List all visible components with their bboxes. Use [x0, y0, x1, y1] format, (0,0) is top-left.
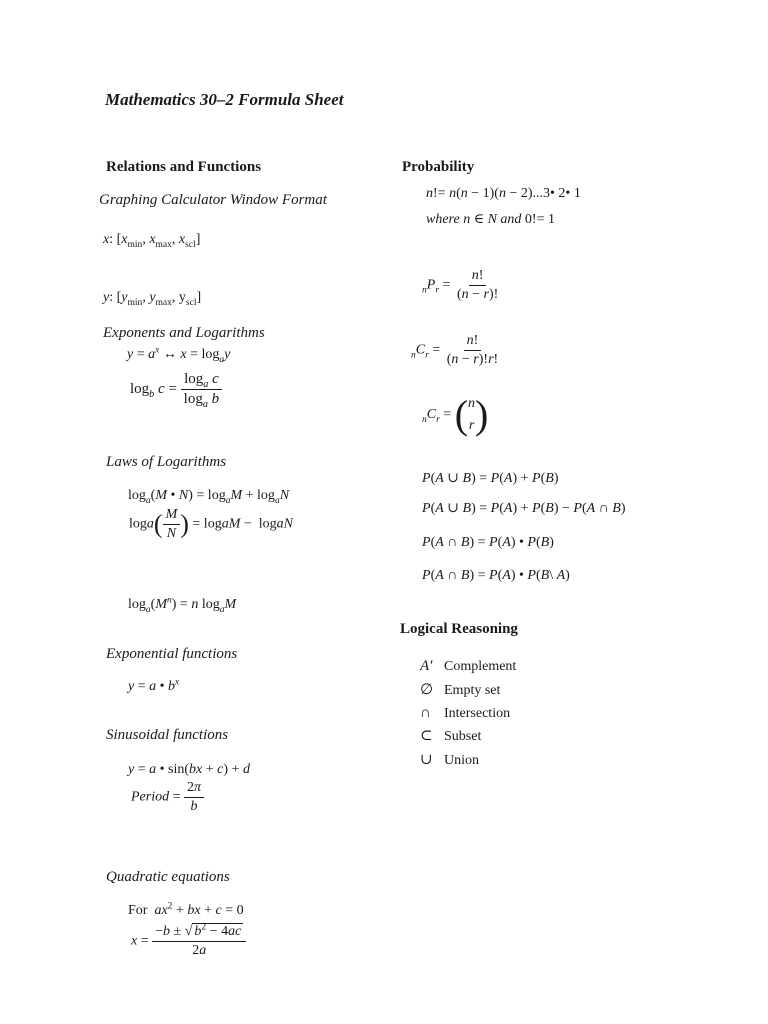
quad-heading: Quadratic equations	[106, 869, 230, 885]
intersection-independent: P(A ∩ B) = P(A) • P(B)	[422, 535, 554, 550]
calc-window-heading: Graphing Calculator Window Format	[99, 192, 327, 208]
permutation-formula: $_nP_r$ = $\frac{n!}{(n - r)!}$	[422, 268, 499, 302]
exponential-function: y = a • $b^x$	[128, 677, 180, 694]
change-of-base-formula: $\log_b c$ = $\frac{\log_a c}{\log_a b}$	[130, 371, 222, 408]
quadratic-equation: For $ax^2$ + bx + c = 0	[128, 901, 244, 918]
intersection-dependent: P(A ∩ B) = P(A) • P(B\ A)	[422, 568, 570, 583]
logic-item-complement	[420, 657, 516, 675]
sinfunc-heading: Sinusoidal functions	[106, 727, 229, 743]
logic-item-union	[420, 750, 479, 769]
combination-formula: $_nC_r$ = $\frac{n!}{(n - r)!r!}$	[411, 333, 499, 367]
sinusoidal-function: y = a • sin(bx + c) + d	[128, 762, 250, 777]
union-general: P(A ∪ B) = P(A) + P(B) − P(A ∩ B)	[422, 501, 626, 516]
and-text: and	[500, 212, 522, 227]
factorial-definition: n!= n(n − 1)(n − 2)...3• 2• 1	[426, 186, 581, 201]
page-title: Mathematics 30–2 Formula Sheet	[105, 90, 344, 109]
laws-heading: Laws of Logarithms	[106, 454, 227, 470]
logic-label: Empty set	[444, 683, 501, 698]
probability-heading: Probability	[402, 159, 475, 175]
quadratic-formula: x = $\frac{-b \pm √ b^2 - 4ac}{2a}$	[131, 924, 246, 959]
logic-heading: Logical Reasoning	[400, 621, 518, 637]
for-label: For	[128, 903, 148, 918]
logic-item-empty-set	[420, 680, 500, 699]
combination-binomial: $_nC_r$ = ( n r )	[422, 392, 489, 437]
logic-label: Intersection	[444, 706, 511, 721]
complement-icon: A′	[420, 658, 433, 674]
union-mutually-exclusive: P(A ∪ B) = P(A) + P(B)	[422, 471, 559, 486]
product-law: $\log_a(M$ • $N) = \log_aM + \log_aN$	[128, 488, 290, 506]
logic-item-subset	[420, 726, 481, 745]
x-window-format: x: [$x_{min}$, $x_{max}$, $x_{scl}$]	[103, 232, 201, 250]
logic-label: Complement	[444, 659, 517, 674]
quotient-law: loga( $\frac{M}{N}$ ) = logaM − logaN	[129, 507, 294, 541]
expfunc-heading: Exponential functions	[106, 646, 238, 662]
y-window-format: y: [$y_{min}$, $y_{max}$, $y_{scl}$]	[103, 290, 202, 308]
relations-heading: Relations and Functions	[106, 159, 262, 175]
power-law: $\log_a(M^n) = n$ $\log_aM$	[128, 595, 237, 615]
exponents-heading: Exponents and Logarithms	[103, 325, 265, 341]
factorial-condition: where n ∈ N and 0!= 1	[426, 212, 555, 227]
exp-log-equivalence: $y = a^x$ ↔ $x = \log_ay$	[127, 345, 231, 365]
logic-item-intersection	[420, 704, 510, 722]
intersection-icon: ∩	[420, 705, 431, 721]
period-formula: Period = $\frac{2\pi}{b}$	[131, 780, 204, 815]
logic-label: Subset	[444, 729, 482, 744]
union-icon: ∪	[420, 752, 433, 768]
empty-set-icon: ∅	[420, 682, 434, 698]
subset-icon: ⊂	[420, 728, 433, 744]
period-label: Period	[131, 789, 170, 805]
where-text: where	[426, 212, 460, 227]
logic-label: Union	[444, 753, 479, 768]
